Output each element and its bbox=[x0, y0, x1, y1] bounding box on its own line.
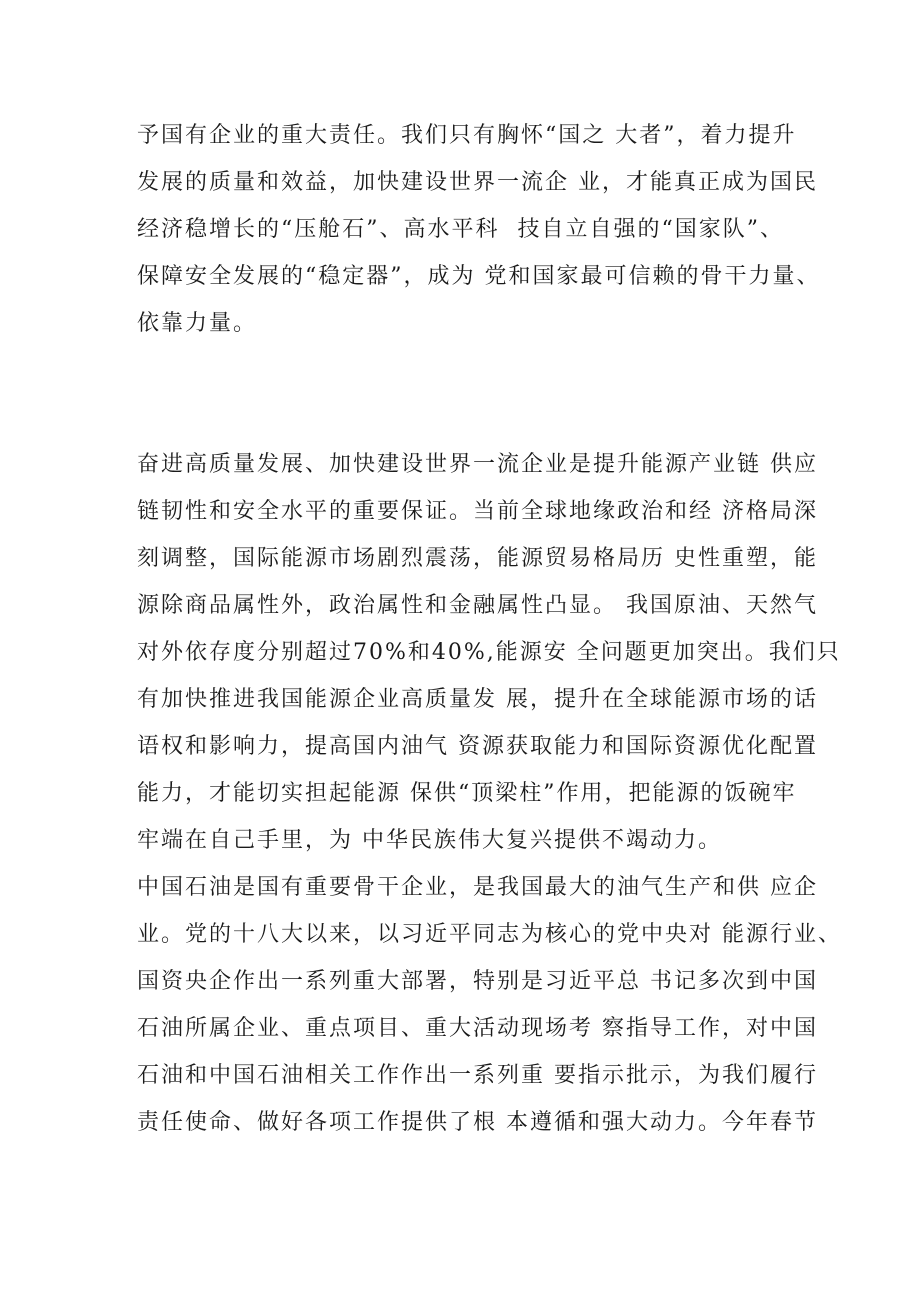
text-line: 能力，才能切实担起能源 保供“顶梁柱”作用，把能源的饭碗牢 bbox=[137, 781, 797, 806]
text-line: 中国石油是国有重要骨干企业，是我国最大的油气生产和供 应企 bbox=[137, 875, 818, 900]
text-line: 保障安全发展的“稳定器”，成为 党和国家最可信赖的骨干力量、 bbox=[137, 264, 821, 289]
text-line: 石油所属企业、重点项目、重大活动现场考 察指导工作，对中国 bbox=[137, 1016, 818, 1041]
text-line: 语权和影响力，提高国内油气 资源获取能力和国际资源优化配置 bbox=[137, 734, 818, 759]
paragraph-1 bbox=[137, 112, 857, 347]
text-line: 牢端在自己手里，为 中华民族伟大复兴提供不竭动力。 bbox=[137, 828, 722, 853]
text-line: 责任使命、做好各项工作提供了根 本遵循和强大动力。今年春节 bbox=[137, 1110, 818, 1135]
text-line: 链韧性和安全水平的重要保证。当前全球地缘政治和经 济格局深 bbox=[137, 499, 818, 524]
text-line: 业。党的十八大以来，以习近平同志为核心的党中央对 能源行业、 bbox=[137, 922, 842, 947]
text-line: 发展的质量和效益，加快建设世界一流企 业，才能真正成为国民 bbox=[137, 170, 818, 195]
paragraph-3 bbox=[137, 864, 857, 1146]
text-line: 奋进高质量发展、加快建设世界一流企业是提升能源产业链 供应 bbox=[137, 452, 818, 477]
text-line: 国资央企作出一系列重大部署，特别是习近平总 书记多次到中国 bbox=[137, 969, 818, 994]
text-line: 源除商品属性外，政治属性和金融属性凸显。 我国原油、天然气 bbox=[137, 593, 818, 618]
text-line: 予国有企业的重大责任。我们只有胸怀“国之 大者”，着力提升 bbox=[137, 123, 797, 148]
paragraph-2 bbox=[137, 441, 857, 864]
text-line: 依靠力量。 bbox=[137, 311, 258, 336]
text-line: 石油和中国石油相关工作作出一系列重 要指示批示，为我们履行 bbox=[137, 1063, 818, 1088]
text-line: 刻调整，国际能源市场剧烈震荡，能源贸易格局历 史性重塑，能 bbox=[137, 546, 818, 571]
text-line: 对外依存度分别超过70%和40%,能源安 全问题更加突出。我们只 bbox=[137, 640, 841, 665]
text-line: 有加快推进我国能源企业高质量发 展，提升在全球能源市场的话 bbox=[137, 687, 818, 712]
text-line: 经济稳增长的“压舱石”、高水平科 技自立自强的“国家队”、 bbox=[137, 217, 784, 242]
